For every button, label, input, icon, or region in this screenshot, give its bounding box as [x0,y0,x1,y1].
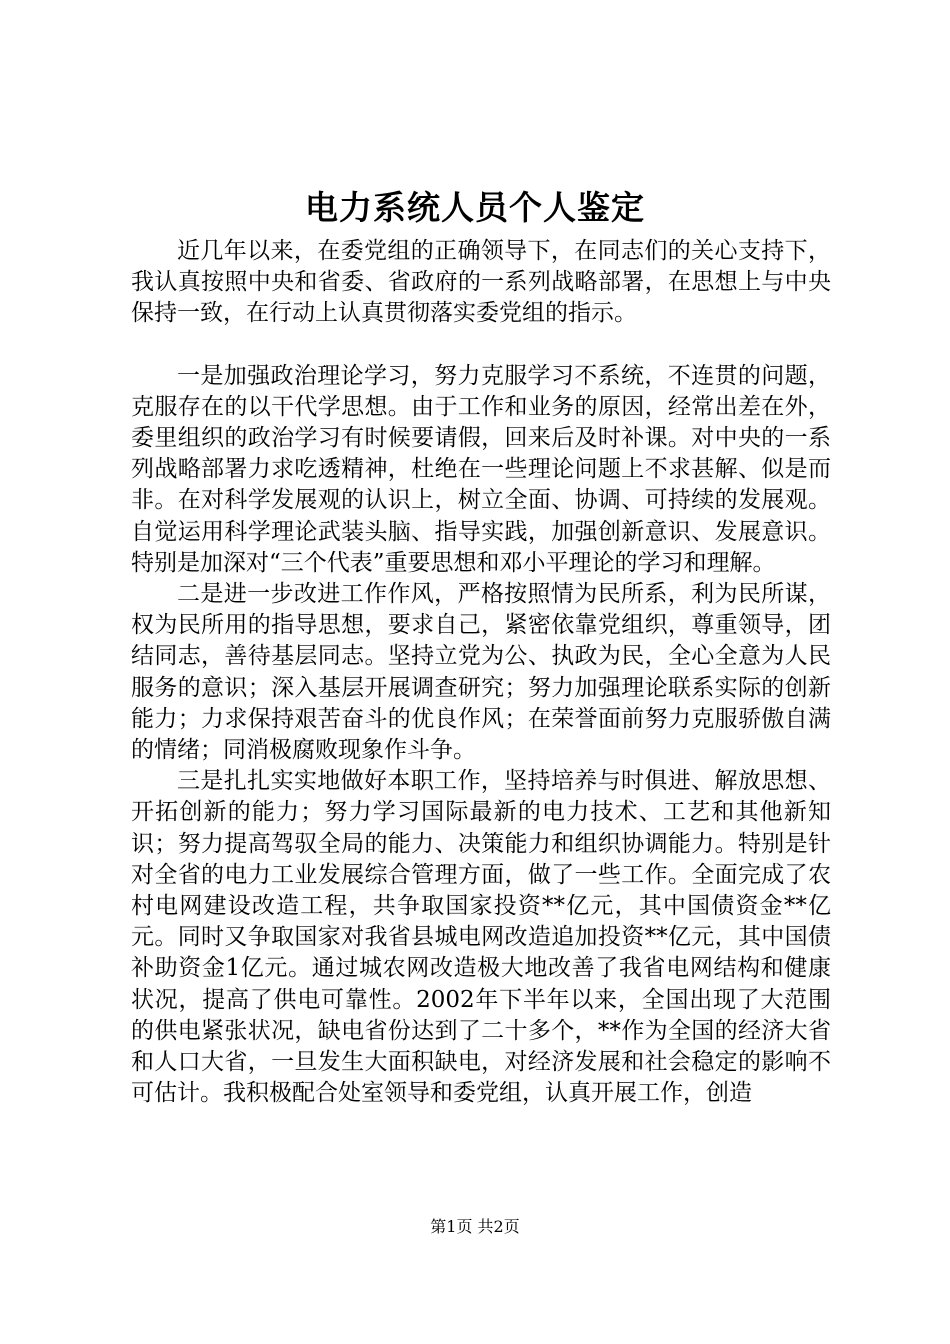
paragraph-spacer [131,330,831,361]
document-title: 电力系统人员个人鉴定 [305,188,645,227]
document-body [131,236,831,1109]
paragraph-point-one: 一是加强政治理论学习，努力克服学习不系统，不连贯的问题，克服存在的以干代学思想。由于工作和业务的原因，经常出差在外，委里组织的政治学习有时候要请假，回来后及时补课。对中央的一系列战略部署力求吃透精神，杜绝在一些理论问题上不求甚解、似是而非。在对科学发展观的认识上，树立全面、协调、可持续的发展观。自觉运用科学理论武装头脑、指导实践，加强创新意识、发展意识。特别是加深对“三个代表”重要思想和邓小平理论的学习和理解。 [131,362,831,576]
intro-paragraph: 近几年以来，在委党组的正确领导下，在同志们的关心支持下，我认真按照中央和省委、省政府的一系列战略部署，在思想上与中央保持一致，在行动上认真贯彻落实委党组的指示。 [131,238,831,327]
page-number-footer: 第1页 共2页 [430,1217,520,1236]
paragraph-point-three: 三是扎扎实实地做好本职工作，坚持培养与时俱进、解放思想、开拓创新的能力；努力学习国际最新的电力技术、工艺和其他新知识；努力提高驾驭全局的能力、决策能力和组织协调能力。特别是针对全省的电力工业发展综合管理方面，做了一些工作。全面完成了农村电网建设改造工程，共争取国家投资**亿元，其中国债资金**亿元。同时又争取国家对我省县城电网改造追加投资**亿元，其中国债补助资金1亿元。通过城农网改造极大地改善了我省电网结构和健康状况，提高了供电可靠性。2002年下半年以来，全国出现了大范围的供电紧张状况，缺电省份达到了二十多个，**作为全国的经济大省和人口大省，一旦发生大面积缺电，对经济发展和社会稳定的影响不可估计。我积极配合处室领导和委党组，认真开展工作，创造 [131,768,831,1107]
paragraph-point-two: 二是进一步改进工作作风，严格按照情为民所系，利为民所谋，权为民所用的指导思想，要求自己，紧密依靠党组织，尊重领导，团结同志，善待基层同志。坚持立党为公、执政为民，全心全意为人民服务的意识；深入基层开展调查研究；努力加强理论联系实际的创新能力；力求保持艰苦奋斗的优良作风；在荣誉面前努力克服骄傲自满的情绪；同消极腐败现象作斗争。 [131,581,831,764]
